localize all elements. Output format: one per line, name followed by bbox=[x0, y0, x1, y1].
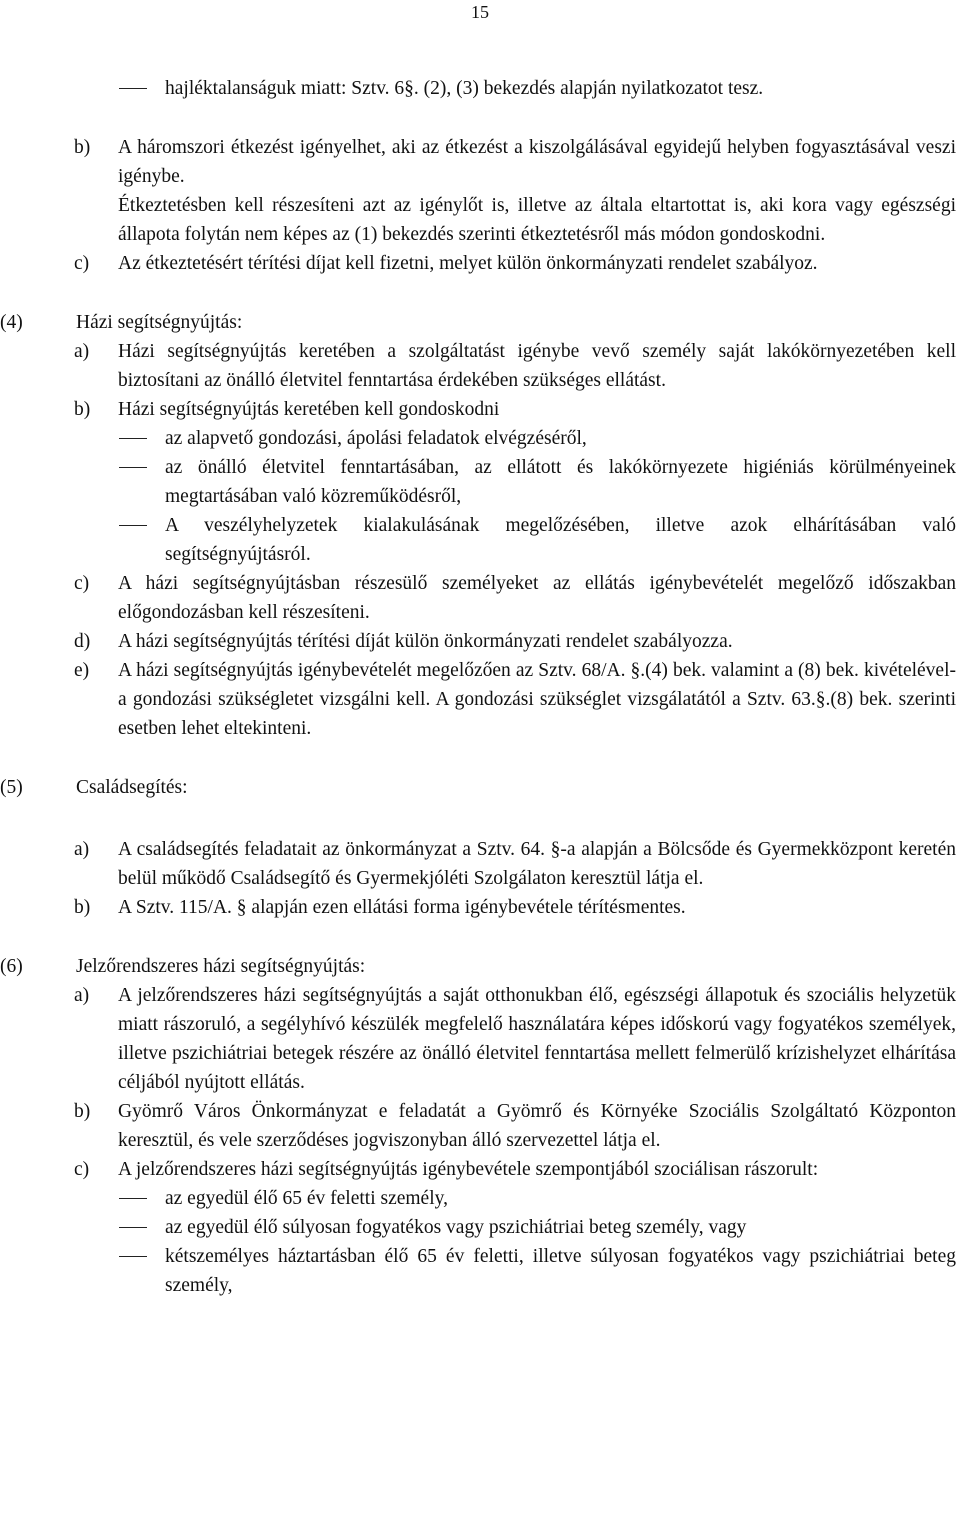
list-item-text: A házi segítségnyújtásban részesülő személyeket az ellátás igénybevételét megelőző időszakban előgondozásban kell részesíteni. bbox=[118, 573, 956, 623]
section-heading-5 bbox=[0, 773, 960, 802]
dash-bullet bbox=[119, 1198, 147, 1199]
list-marker: b) bbox=[74, 897, 91, 918]
list-item-a bbox=[74, 835, 956, 893]
list-marker: a) bbox=[74, 341, 90, 362]
dash-list-item bbox=[165, 424, 956, 453]
dash-bullet bbox=[119, 1256, 147, 1257]
dash-list-item bbox=[165, 1242, 956, 1300]
dash-bullet bbox=[119, 525, 147, 526]
list-marker: a) bbox=[74, 985, 90, 1006]
list-marker: a) bbox=[74, 839, 90, 860]
dash-bullet bbox=[119, 438, 147, 439]
list-marker: b) bbox=[74, 1101, 91, 1122]
section-title: Családsegítés: bbox=[76, 777, 188, 798]
list-marker: b) bbox=[74, 399, 91, 420]
dash-list-item bbox=[165, 1184, 956, 1213]
list-item-b bbox=[74, 133, 956, 191]
list-marker: b) bbox=[74, 137, 91, 158]
list-item-text: Házi segítségnyújtás keretében kell gondoskodni bbox=[118, 399, 500, 420]
section-title: Jelzőrendszeres házi segítségnyújtás: bbox=[76, 956, 366, 977]
dash-item-text: az egyedül élő 65 év feletti személy, bbox=[165, 1188, 448, 1209]
dash-item-text: A veszélyhelyzetek kialakulásának megelőzésében, illetve azok elhárításában való segítségnyújtásról. bbox=[165, 515, 956, 565]
list-item-text: A házi segítségnyújtás igénybevételét megelőzően az Sztv. 68/A. §.(4) bek. valamint a (8) bek. kivételével- a gondozási szükségletet vizsgálni kell. A gondozási szükséglet vizsgálatától a Sztv. 63.§.(8) bek. szerinti esetben lehet eltekinteni. bbox=[118, 660, 956, 739]
section-number: (4) bbox=[0, 312, 23, 333]
section-heading-4 bbox=[0, 308, 960, 337]
list-item-c bbox=[74, 1155, 956, 1184]
list-item-text: Házi segítségnyújtás keretében a szolgáltatást igénybe vevő személy saját lakókörnyezetében kell biztosítani az önálló életvitel fenntartása érdekében szükséges ellátást. bbox=[118, 341, 956, 391]
section-title: Házi segítségnyújtás: bbox=[76, 312, 243, 333]
list-item-b bbox=[74, 1097, 956, 1155]
list-item-text: A családsegítés feladatait az önkormányzat a Sztv. 64. §-a alapján a Bölcsőde és Gyermekközpont keretén belül működő Családsegítő és Gyermekjóléti Szolgálaton keresztül látja el. bbox=[118, 839, 956, 889]
list-item-text: A háromszori étkezést igényelhet, aki az étkezést a kiszolgálásával egyidejű helyben fogyasztásával veszi igénybe. bbox=[118, 137, 956, 187]
list-marker: d) bbox=[74, 631, 91, 652]
list-item-text: Az étkeztetésért térítési díjat kell fizetni, melyet külön önkormányzati rendelet szabályoz. bbox=[118, 253, 818, 274]
list-item-c bbox=[74, 249, 956, 278]
list-marker: c) bbox=[74, 573, 90, 594]
dash-list-item bbox=[165, 453, 956, 511]
paragraph: Étkeztetésben kell részesíteni azt az igénylőt is, illetve az általa eltartottat is, aki kora vagy egészségi állapota folytán nem képes az (1) bekezdés szerinti étkeztetésről más módon gondoskodni. bbox=[118, 195, 956, 245]
list-item-b bbox=[74, 893, 956, 922]
dash-item-text: kétszemélyes háztartásban élő 65 év feletti, illetve súlyosan fogyatékos vagy pszichiátriai beteg személy, bbox=[165, 1246, 956, 1296]
section-number: (5) bbox=[0, 777, 23, 798]
dash-item-text: hajléktalanságuk miatt: Sztv. 6§. (2), (3) bekezdés alapján nyilatkozatot tesz. bbox=[165, 78, 764, 99]
dash-bullet bbox=[119, 467, 147, 468]
list-item-text: A jelzőrendszeres házi segítségnyújtás a saját otthonukban élő, egészségi állapotuk és szociális helyzetük miatt rászoruló, a segélyhívó készülék megfelelő használatára képes időskorú vagy fogyatékos személyek, illetve pszichiátriai betegek részére az önálló életvitel fenntartása mellett felmerülő krízishelyzet elhárítása céljából nyújtott ellátás. bbox=[118, 985, 956, 1093]
dash-list-item bbox=[165, 511, 956, 569]
list-item-b bbox=[74, 395, 956, 424]
list-item-c bbox=[74, 569, 956, 627]
list-marker: c) bbox=[74, 1159, 90, 1180]
section-number: (6) bbox=[0, 956, 23, 977]
list-item-d bbox=[74, 627, 956, 656]
page-number: 15 bbox=[471, 2, 489, 22]
dash-item-text: az egyedül élő súlyosan fogyatékos vagy pszichiátriai beteg személy, vagy bbox=[165, 1217, 747, 1238]
dash-item-text: az alapvető gondozási, ápolási feladatok elvégzéséről, bbox=[165, 428, 587, 449]
document-body bbox=[0, 74, 960, 1300]
dash-bullet bbox=[119, 1227, 147, 1228]
list-marker: c) bbox=[74, 253, 90, 274]
list-marker: e) bbox=[74, 660, 90, 681]
dash-list-item bbox=[165, 1213, 956, 1242]
dash-bullet bbox=[119, 88, 147, 89]
section-heading-6 bbox=[0, 952, 960, 981]
list-item-a bbox=[74, 337, 956, 395]
list-item-text: A jelzőrendszeres házi segítségnyújtás igénybevétele szempontjából szociálisan rászorult: bbox=[118, 1159, 819, 1180]
list-item-e bbox=[74, 656, 956, 743]
dash-item-text: az önálló életvitel fenntartásában, az ellátott és lakókörnyezete higiéniás körülményeinek megtartásában való közreműködésről, bbox=[165, 457, 956, 507]
list-item-a bbox=[74, 981, 956, 1097]
list-item-text: A házi segítségnyújtás térítési díját külön önkormányzati rendelet szabályozza. bbox=[118, 631, 733, 652]
dash-list-item bbox=[165, 74, 956, 103]
list-item-text: A Sztv. 115/A. § alapján ezen ellátási forma igénybevétele térítésmentes. bbox=[118, 897, 686, 918]
list-item-text: Gyömrő Város Önkormányzat e feladatát a Gyömrő és Környéke Szociális Szolgáltató Központon keresztül, és vele szerződéses jogviszonyban álló szervezettel látja el. bbox=[118, 1101, 956, 1151]
